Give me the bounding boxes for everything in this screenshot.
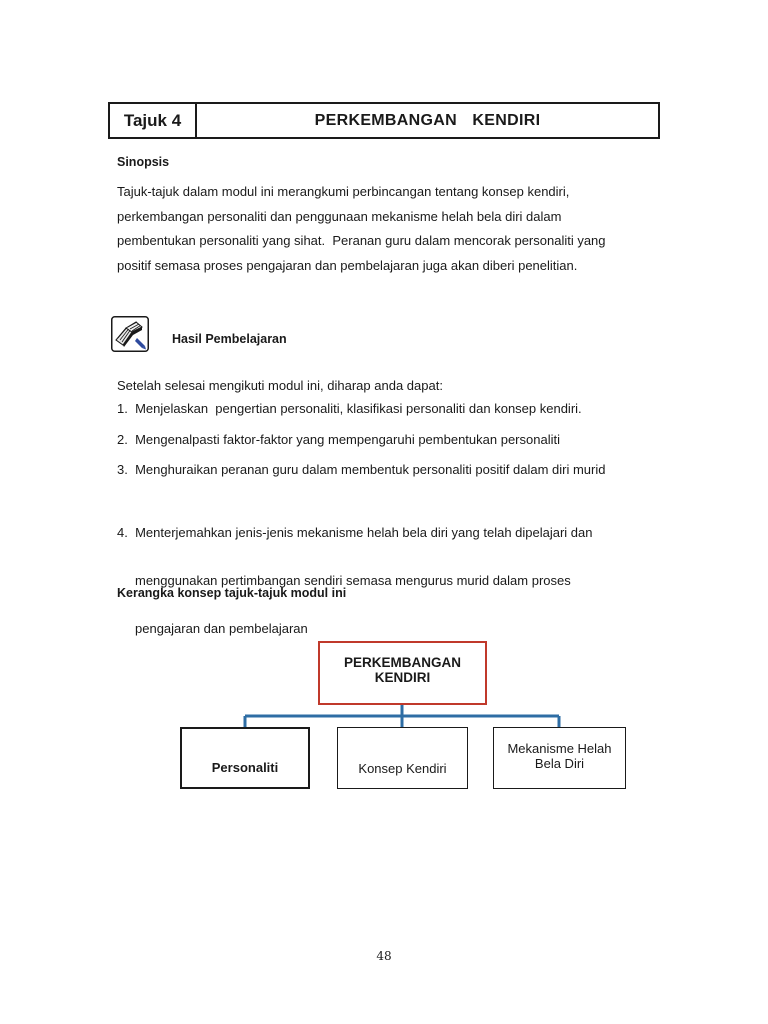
outcome-item-4-line: menggunakan pertimbangan sendiri semasa mengurus murid dalam proses [135,573,571,588]
page-number: 48 [376,949,392,963]
concept-root-line: PERKEMBANGAN [343,655,461,670]
concept-box-mekanisme [493,727,626,789]
outcome-item-4-line: pengajaran dan pembelajaran [135,621,308,636]
outcomes-heading: Hasil Pembelajaran [172,332,287,346]
outcome-item-3: 3. Menghuraikan peranan guru dalam membentuk personaliti positif dalam diri murid [117,462,606,477]
topic-label: Tajuk 4 [110,104,197,137]
outcome-item-4-line: 4. Menterjemahkan jenis-jenis mekanisme helah bela diri yang telah dipelajari dan [117,525,593,540]
synopsis-line: perkembangan personaliti dan penggunaan mekanisme helah bela diri dalam [117,208,562,224]
concept-box-line: Mekanisme Helah [507,741,612,756]
concept-box-line: Bela Diri [534,756,585,771]
synopsis-line: positif semasa proses pengajaran dan pembelajaran juga akan diberi penelitian. [117,257,578,273]
concept-root-box [318,641,487,705]
synopsis-heading: Sinopsis [117,155,170,169]
topic-title: PERKEMBANGAN KENDIRI [314,111,541,129]
concept-box-konsep-kendiri: Konsep Kendiri [337,727,468,789]
synopsis-line: pembentukan personaliti yang sihat. Peranan guru dalam mencorak personaliti yang [117,233,606,248]
concept-root-line: KENDIRI [374,670,431,685]
outcome-item-2: 2. Mengenalpasti faktor-faktor yang mempengaruhi pembentukan personaliti [117,432,560,447]
concept-box-personaliti: Personaliti [180,727,310,789]
outcomes-intro: Setelah selesai mengikuti modul ini, diharap anda dapat: [117,378,443,393]
outcome-item-1: 1. Menjelaskan pengertian personaliti, klasifikasi personaliti dan konsep kendiri. [117,401,582,416]
synopsis-line: Tajuk-tajuk dalam modul ini merangkumi perbincangan tentang konsep kendiri, [117,184,570,199]
framework-heading: Kerangka konsep tajuk-tajuk modul ini [117,586,347,600]
